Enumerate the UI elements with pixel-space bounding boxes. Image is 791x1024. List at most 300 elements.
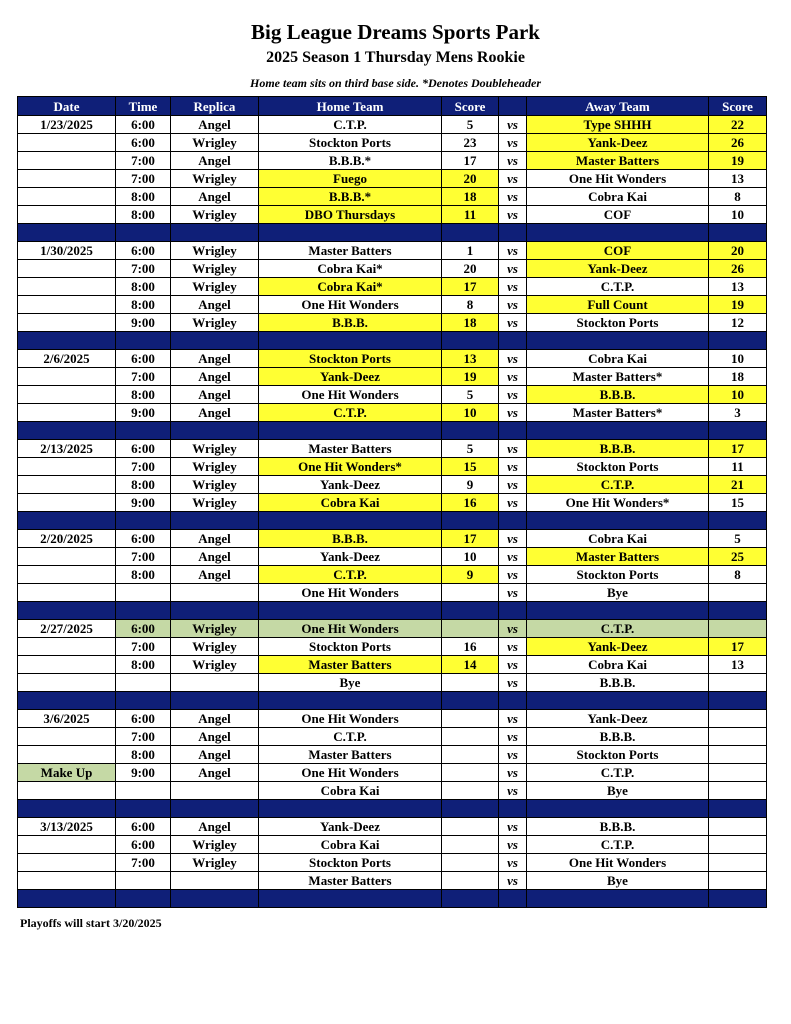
- home-score: [442, 710, 499, 728]
- game-date: [18, 404, 116, 422]
- separator-cell: [116, 602, 171, 620]
- away-team: Master Batters*: [527, 368, 709, 386]
- away-score: 8: [709, 566, 767, 584]
- away-score: 20: [709, 242, 767, 260]
- separator-cell: [18, 224, 116, 242]
- game-time: [116, 872, 171, 890]
- separator-cell: [442, 224, 499, 242]
- away-team: Bye: [527, 872, 709, 890]
- game-field: Wrigley: [171, 278, 259, 296]
- separator-cell: [18, 422, 116, 440]
- game-row: [18, 476, 767, 494]
- game-row: [18, 386, 767, 404]
- vs-label: vs: [499, 476, 527, 494]
- vs-label: vs: [499, 314, 527, 332]
- vs-label: vs: [499, 494, 527, 512]
- away-score: 3: [709, 404, 767, 422]
- game-row: [18, 368, 767, 386]
- game-time: 6:00: [116, 710, 171, 728]
- game-time: 7:00: [116, 854, 171, 872]
- game-time: 8:00: [116, 278, 171, 296]
- schedule-body: [18, 116, 767, 908]
- game-row: [18, 458, 767, 476]
- home-team: Yank-Deez: [259, 818, 442, 836]
- game-time: 7:00: [116, 152, 171, 170]
- game-date: [18, 368, 116, 386]
- separator-cell: [499, 422, 527, 440]
- game-time: 9:00: [116, 494, 171, 512]
- game-field: [171, 584, 259, 602]
- separator-cell: [18, 800, 116, 818]
- separator-cell: [709, 800, 767, 818]
- home-score: 10: [442, 548, 499, 566]
- away-team: Cobra Kai: [527, 656, 709, 674]
- separator-cell: [116, 224, 171, 242]
- away-team: One Hit Wonders: [527, 170, 709, 188]
- separator-cell: [18, 692, 116, 710]
- game-row: [18, 116, 767, 134]
- game-time: 6:00: [116, 818, 171, 836]
- away-team: One Hit Wonders: [527, 854, 709, 872]
- home-score: 8: [442, 296, 499, 314]
- separator-cell: [499, 332, 527, 350]
- game-time: 6:00: [116, 350, 171, 368]
- vs-label: vs: [499, 854, 527, 872]
- separator-cell: [527, 332, 709, 350]
- vs-label: vs: [499, 440, 527, 458]
- game-field: Wrigley: [171, 440, 259, 458]
- game-date: [18, 746, 116, 764]
- game-row: [18, 782, 767, 800]
- away-score: 25: [709, 548, 767, 566]
- home-score: 5: [442, 386, 499, 404]
- header-replica: Replica: [171, 97, 259, 116]
- away-score: [709, 782, 767, 800]
- separator-cell: [709, 332, 767, 350]
- game-field: Angel: [171, 530, 259, 548]
- away-team: C.T.P.: [527, 836, 709, 854]
- home-team: C.T.P.: [259, 116, 442, 134]
- game-date: [18, 134, 116, 152]
- away-score: [709, 710, 767, 728]
- home-team: One Hit Wonders: [259, 296, 442, 314]
- away-score: 17: [709, 440, 767, 458]
- home-team: C.T.P.: [259, 728, 442, 746]
- away-team: C.T.P.: [527, 476, 709, 494]
- separator-cell: [499, 224, 527, 242]
- game-row: [18, 296, 767, 314]
- separator-cell: [442, 602, 499, 620]
- game-date: [18, 296, 116, 314]
- home-team: Stockton Ports: [259, 854, 442, 872]
- away-score: 10: [709, 386, 767, 404]
- home-team: Yank-Deez: [259, 476, 442, 494]
- separator-cell: [18, 602, 116, 620]
- game-field: Angel: [171, 368, 259, 386]
- away-score: 10: [709, 206, 767, 224]
- home-score: 19: [442, 368, 499, 386]
- vs-label: vs: [499, 638, 527, 656]
- vs-label: vs: [499, 260, 527, 278]
- game-time: 8:00: [116, 746, 171, 764]
- game-row: [18, 746, 767, 764]
- game-date: 2/6/2025: [18, 350, 116, 368]
- game-time: 6:00: [116, 836, 171, 854]
- game-row: [18, 656, 767, 674]
- game-date: [18, 638, 116, 656]
- separator-cell: [527, 692, 709, 710]
- week-separator: [18, 692, 767, 710]
- game-time: 7:00: [116, 260, 171, 278]
- separator-cell: [171, 512, 259, 530]
- home-team: B.B.B.*: [259, 188, 442, 206]
- home-team: Master Batters: [259, 746, 442, 764]
- away-team: B.B.B.: [527, 728, 709, 746]
- game-time: 6:00: [116, 620, 171, 638]
- home-team: Master Batters: [259, 242, 442, 260]
- home-team: Master Batters: [259, 440, 442, 458]
- game-row: [18, 404, 767, 422]
- separator-cell: [18, 512, 116, 530]
- separator-cell: [116, 422, 171, 440]
- game-date: [18, 188, 116, 206]
- separator-cell: [259, 422, 442, 440]
- header-home-score: Score: [442, 97, 499, 116]
- game-date: 3/6/2025: [18, 710, 116, 728]
- away-team: Master Batters: [527, 548, 709, 566]
- page-subtitle: 2025 Season 1 Thursday Mens Rookie: [266, 49, 525, 66]
- separator-cell: [499, 890, 527, 908]
- home-score: [442, 746, 499, 764]
- away-score: [709, 764, 767, 782]
- game-time: [116, 674, 171, 692]
- home-score: 5: [442, 116, 499, 134]
- vs-label: vs: [499, 350, 527, 368]
- separator-cell: [116, 692, 171, 710]
- home-team: Cobra Kai: [259, 836, 442, 854]
- away-team: Stockton Ports: [527, 566, 709, 584]
- game-row: [18, 152, 767, 170]
- game-field: Wrigley: [171, 170, 259, 188]
- vs-label: vs: [499, 548, 527, 566]
- away-team: Cobra Kai: [527, 188, 709, 206]
- home-score: 15: [442, 458, 499, 476]
- separator-cell: [259, 602, 442, 620]
- separator-cell: [116, 332, 171, 350]
- game-row: [18, 710, 767, 728]
- away-score: [709, 746, 767, 764]
- away-score: [709, 620, 767, 638]
- game-date: [18, 782, 116, 800]
- game-date: [18, 314, 116, 332]
- page-title: Big League Dreams Sports Park: [251, 20, 540, 44]
- vs-label: vs: [499, 656, 527, 674]
- game-date: 2/13/2025: [18, 440, 116, 458]
- away-score: [709, 854, 767, 872]
- game-field: Wrigley: [171, 656, 259, 674]
- home-score: [442, 620, 499, 638]
- separator-cell: [171, 332, 259, 350]
- home-score: 14: [442, 656, 499, 674]
- away-score: [709, 728, 767, 746]
- home-team: B.B.B.: [259, 530, 442, 548]
- home-team: Yank-Deez: [259, 548, 442, 566]
- game-date: [18, 476, 116, 494]
- game-field: Angel: [171, 566, 259, 584]
- game-date: [18, 278, 116, 296]
- game-time: 8:00: [116, 296, 171, 314]
- game-row: [18, 566, 767, 584]
- vs-label: vs: [499, 710, 527, 728]
- game-date: [18, 206, 116, 224]
- away-team: Master Batters: [527, 152, 709, 170]
- header-away-score: Score: [709, 97, 767, 116]
- away-score: 11: [709, 458, 767, 476]
- vs-label: vs: [499, 278, 527, 296]
- vs-label: vs: [499, 782, 527, 800]
- footer-note: Playoffs will start 3/20/2025: [20, 916, 162, 930]
- game-date: [18, 458, 116, 476]
- vs-label: vs: [499, 584, 527, 602]
- away-score: 13: [709, 278, 767, 296]
- game-time: [116, 584, 171, 602]
- home-team: DBO Thursdays: [259, 206, 442, 224]
- separator-cell: [709, 692, 767, 710]
- separator-cell: [18, 332, 116, 350]
- separator-cell: [442, 692, 499, 710]
- away-team: B.B.B.: [527, 386, 709, 404]
- game-time: 9:00: [116, 314, 171, 332]
- game-date: [18, 836, 116, 854]
- away-team: Yank-Deez: [527, 638, 709, 656]
- home-team: Stockton Ports: [259, 350, 442, 368]
- week-separator: [18, 224, 767, 242]
- game-date: [18, 728, 116, 746]
- game-time: 9:00: [116, 404, 171, 422]
- home-score: [442, 836, 499, 854]
- separator-cell: [527, 602, 709, 620]
- separator-cell: [499, 512, 527, 530]
- game-date: 1/30/2025: [18, 242, 116, 260]
- game-row: [18, 260, 767, 278]
- game-date: 1/23/2025: [18, 116, 116, 134]
- game-time: 6:00: [116, 242, 171, 260]
- game-field: Wrigley: [171, 260, 259, 278]
- away-team: COF: [527, 206, 709, 224]
- game-row: [18, 764, 767, 782]
- game-field: Wrigley: [171, 620, 259, 638]
- separator-cell: [442, 332, 499, 350]
- separator-cell: [527, 224, 709, 242]
- week-separator: [18, 332, 767, 350]
- game-time: 8:00: [116, 566, 171, 584]
- separator-cell: [442, 890, 499, 908]
- away-team: Full Count: [527, 296, 709, 314]
- home-team: One Hit Wonders: [259, 584, 442, 602]
- separator-cell: [171, 422, 259, 440]
- vs-label: vs: [499, 404, 527, 422]
- separator-cell: [18, 890, 116, 908]
- home-score: 17: [442, 530, 499, 548]
- home-team: One Hit Wonders: [259, 764, 442, 782]
- game-row: [18, 206, 767, 224]
- game-field: Wrigley: [171, 206, 259, 224]
- home-team: One Hit Wonders: [259, 710, 442, 728]
- away-score: 22: [709, 116, 767, 134]
- game-date: [18, 566, 116, 584]
- separator-cell: [709, 224, 767, 242]
- home-team: Master Batters: [259, 872, 442, 890]
- home-team: Bye: [259, 674, 442, 692]
- game-date: [18, 584, 116, 602]
- home-team: Cobra Kai*: [259, 260, 442, 278]
- home-score: [442, 584, 499, 602]
- home-score: 9: [442, 566, 499, 584]
- week-separator: [18, 800, 767, 818]
- game-time: 6:00: [116, 530, 171, 548]
- separator-cell: [499, 800, 527, 818]
- header-date: Date: [18, 97, 116, 116]
- game-date: [18, 548, 116, 566]
- week-separator: [18, 422, 767, 440]
- away-team: Yank-Deez: [527, 710, 709, 728]
- game-row: [18, 620, 767, 638]
- home-team: B.B.B.: [259, 314, 442, 332]
- away-team: Stockton Ports: [527, 314, 709, 332]
- separator-cell: [527, 422, 709, 440]
- home-score: [442, 872, 499, 890]
- separator-cell: [259, 512, 442, 530]
- game-field: Wrigley: [171, 854, 259, 872]
- home-score: 20: [442, 260, 499, 278]
- game-field: Wrigley: [171, 494, 259, 512]
- separator-cell: [171, 890, 259, 908]
- game-field: [171, 782, 259, 800]
- game-field: [171, 674, 259, 692]
- separator-cell: [116, 800, 171, 818]
- vs-label: vs: [499, 242, 527, 260]
- game-field: Angel: [171, 386, 259, 404]
- away-team: Stockton Ports: [527, 458, 709, 476]
- game-date: [18, 260, 116, 278]
- home-score: 11: [442, 206, 499, 224]
- game-time: 7:00: [116, 170, 171, 188]
- game-row: [18, 242, 767, 260]
- game-field: Angel: [171, 710, 259, 728]
- home-team: Master Batters: [259, 656, 442, 674]
- game-row: [18, 584, 767, 602]
- game-field: [171, 872, 259, 890]
- game-date: [18, 674, 116, 692]
- home-team: Fuego: [259, 170, 442, 188]
- vs-label: vs: [499, 170, 527, 188]
- home-team: Stockton Ports: [259, 638, 442, 656]
- game-time: 9:00: [116, 764, 171, 782]
- vs-label: vs: [499, 818, 527, 836]
- game-field: Angel: [171, 728, 259, 746]
- vs-label: vs: [499, 566, 527, 584]
- game-row: [18, 350, 767, 368]
- game-row: [18, 674, 767, 692]
- game-time: 8:00: [116, 386, 171, 404]
- game-time: 7:00: [116, 638, 171, 656]
- game-row: [18, 530, 767, 548]
- away-score: [709, 872, 767, 890]
- game-time: 6:00: [116, 134, 171, 152]
- away-team: Stockton Ports: [527, 746, 709, 764]
- game-field: Angel: [171, 152, 259, 170]
- game-field: Wrigley: [171, 638, 259, 656]
- vs-label: vs: [499, 386, 527, 404]
- game-date: [18, 656, 116, 674]
- game-time: 7:00: [116, 728, 171, 746]
- game-time: 7:00: [116, 368, 171, 386]
- game-date: [18, 872, 116, 890]
- away-team: COF: [527, 242, 709, 260]
- away-score: 15: [709, 494, 767, 512]
- home-score: 20: [442, 170, 499, 188]
- away-team: B.B.B.: [527, 674, 709, 692]
- separator-cell: [116, 890, 171, 908]
- away-team: B.B.B.: [527, 818, 709, 836]
- away-team: C.T.P.: [527, 764, 709, 782]
- week-separator: [18, 512, 767, 530]
- header-away-team: Away Team: [527, 97, 709, 116]
- separator-cell: [527, 890, 709, 908]
- game-time: 8:00: [116, 206, 171, 224]
- game-row: [18, 872, 767, 890]
- game-date: [18, 152, 116, 170]
- away-score: 5: [709, 530, 767, 548]
- header-row: [18, 97, 767, 116]
- game-row: [18, 854, 767, 872]
- game-field: Angel: [171, 746, 259, 764]
- separator-cell: [259, 224, 442, 242]
- game-row: [18, 314, 767, 332]
- away-score: 21: [709, 476, 767, 494]
- week-separator: [18, 890, 767, 908]
- game-field: Wrigley: [171, 836, 259, 854]
- game-time: 6:00: [116, 116, 171, 134]
- game-field: Wrigley: [171, 458, 259, 476]
- game-field: Wrigley: [171, 314, 259, 332]
- game-row: [18, 728, 767, 746]
- game-date: 3/13/2025: [18, 818, 116, 836]
- away-score: 26: [709, 134, 767, 152]
- separator-cell: [709, 890, 767, 908]
- header-time: Time: [116, 97, 171, 116]
- game-date: [18, 386, 116, 404]
- game-date: 2/27/2025: [18, 620, 116, 638]
- separator-cell: [442, 800, 499, 818]
- away-score: [709, 818, 767, 836]
- vs-label: vs: [499, 116, 527, 134]
- home-score: 5: [442, 440, 499, 458]
- home-team: Yank-Deez: [259, 368, 442, 386]
- separator-cell: [499, 602, 527, 620]
- vs-label: vs: [499, 872, 527, 890]
- game-field: Wrigley: [171, 134, 259, 152]
- separator-cell: [259, 890, 442, 908]
- game-time: 6:00: [116, 440, 171, 458]
- away-score: 17: [709, 638, 767, 656]
- vs-label: vs: [499, 134, 527, 152]
- vs-label: vs: [499, 368, 527, 386]
- away-team: One Hit Wonders*: [527, 494, 709, 512]
- game-row: [18, 170, 767, 188]
- game-field: Wrigley: [171, 242, 259, 260]
- game-row: [18, 188, 767, 206]
